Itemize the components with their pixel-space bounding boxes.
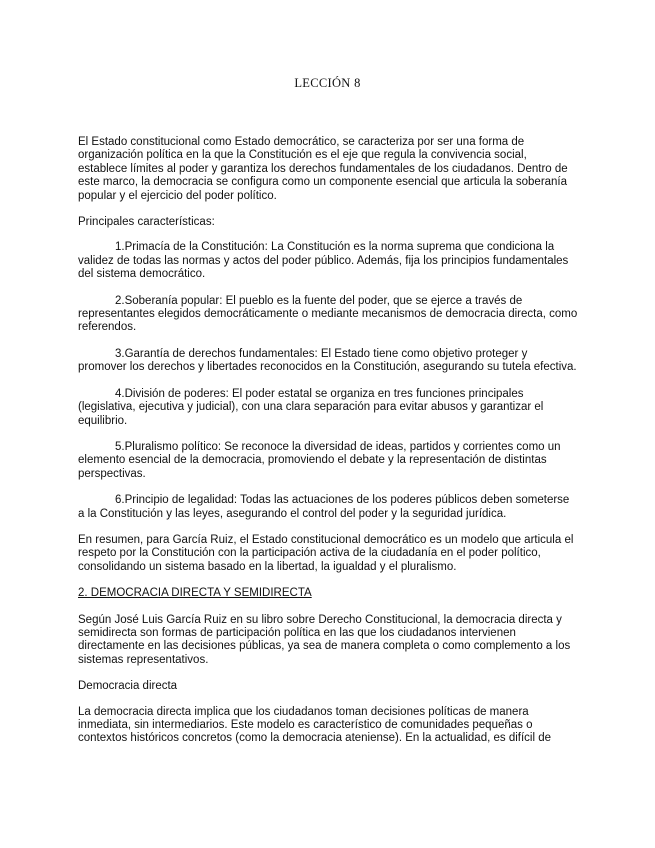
page-title: LECCIÓN 8	[294, 76, 361, 90]
characteristics-heading: Principales características:	[78, 216, 215, 229]
subheading: Democracia directa	[78, 680, 178, 693]
intro-paragraph: El Estado constitucional como Estado democrático, se caracteriza por ser una forma de organización política en la que la Constitución es el eje que regula la convivencia social, establece límites al poder y garantiza los derechos fundamentales de los ciudadanos. Dentro de este marco, la democracia se configura como un componente esencial que articula la soberanía popular y el ejercicio del poder político.	[78, 136, 568, 202]
direct-democracy-paragraph: La democracia directa implica que los ciudadanos toman decisiones políticas de manera inmediata, sin intermediarios. Este modelo es característico de comunidades pequeñas o contextos históricos concretos (como la democracia ateniense). En la actualidad, es difícil de	[78, 705, 552, 745]
characteristic-item: 2.Soberanía popular: El pueblo es la fuente del poder, que se ejerce a través de representantes elegidos democráticamente o mediante mecanismos de democracia directa, como referendos.	[78, 294, 578, 334]
characteristic-item: 6.Principio de legalidad: Todas las actuaciones de los poderes públicos deben someterse a la Constitución y las leyes, asegurando el control del poder y la seguridad jurídica.	[78, 494, 570, 520]
section-heading: 2. DEMOCRACIA DIRECTA Y SEMIDIRECTA	[78, 587, 312, 600]
summary-paragraph: En resumen, para García Ruiz, el Estado constitucional democrático es un modelo que articula el respeto por la Constitución con la participación activa de la ciudadanía en el poder político, consolidando un sistema basado en la libertad, la igualdad y el pluralismo.	[78, 533, 574, 573]
characteristic-item: 5.Pluralismo político: Se reconoce la diversidad de ideas, partidos y corrientes como un elemento esencial de la democracia, promoviendo el debate y la representación de distintas perspectivas.	[78, 440, 561, 480]
characteristic-item: 1.Primacía de la Constitución: La Constitución es la norma suprema que condiciona la validez de todas las normas y actos del poder público. Además, fija los principios fundamentales del sistema democrático.	[78, 241, 569, 281]
characteristic-item: 4.División de poderes: El poder estatal se organiza en tres funciones principales (legislativa, ejecutiva y judicial), con una clara separación para evitar abusos y garantizar el equilibrio.	[78, 387, 544, 427]
characteristic-item: 3.Garantía de derechos fundamentales: El Estado tiene como objetivo proteger y promover los derechos y libertades reconocidos en la Constitución, asegurando su tutela efectiva.	[78, 347, 577, 374]
section-intro-paragraph: Según José Luis García Ruiz en su libro sobre Derecho Constitucional, la democracia directa y semidirecta son formas de participación política en las que los ciudadanos intervienen directamente en las decisiones públicas, ya sea de manera completa o como complemento a los sistemas representativos.	[78, 613, 571, 666]
document-body	[78, 136, 578, 746]
